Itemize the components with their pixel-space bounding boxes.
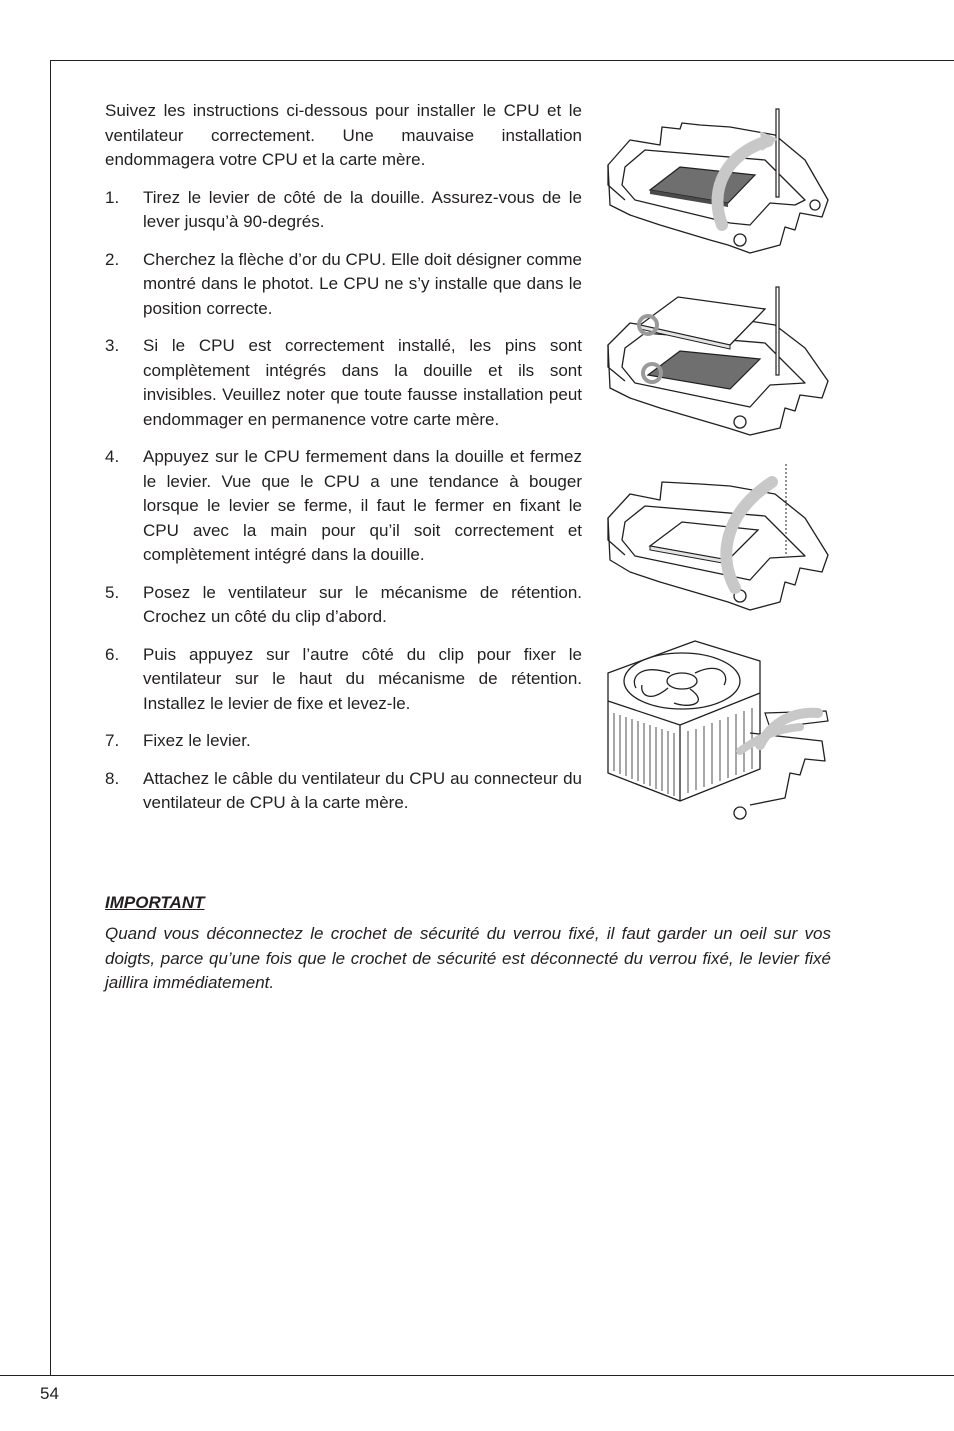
step-number: 5. — [105, 582, 120, 602]
step-number: 1. — [105, 187, 120, 207]
intro-paragraph: Suivez les instructions ci-dessous pour installer le CPU et le ventilateur correctement. Une mauvaise installation endommagera votre CPU et la carte mère. — [105, 101, 582, 169]
figure-cpu-placement — [600, 283, 832, 443]
socket-lever-up-illustration — [600, 105, 832, 265]
step-8 — [105, 767, 582, 816]
step-text: Appuyez sur le CPU fermement dans la douille et fermez le levier. Vue que le CPU a une tendance à bouger lorsque le levier se ferme, il faut le fermer en fixant le CPU avec la main pour qu’il soit correctement et complètement intégré dans la douille. — [143, 447, 582, 564]
step-3 — [105, 334, 582, 432]
step-number: 2. — [105, 249, 120, 269]
step-number: 7. — [105, 731, 120, 750]
figure-cooler-installation — [600, 633, 832, 835]
cpu-placement-illustration — [600, 283, 832, 443]
step-text: Posez le ventilateur sur le mécanisme de rétention. Crochez un côté du clip d’abord. — [143, 582, 582, 626]
cpu-cooler-illustration — [600, 633, 832, 835]
figure-lever-closing — [600, 460, 832, 620]
figure-lever-raised — [600, 105, 832, 265]
step-5 — [105, 581, 582, 630]
step-number: 4. — [105, 447, 120, 466]
step-number: 6. — [105, 644, 120, 664]
socket-lever-close-illustration — [600, 460, 832, 620]
step-text: Cherchez la flèche d’or du CPU. Elle doit désigner comme montré dans le photot. Le CPU ne s’y installe que dans le position correcte. — [143, 249, 582, 318]
instructions-column — [105, 99, 582, 829]
step-4 — [105, 445, 582, 568]
step-text: Si le CPU est correctement installé, les pins sont complètement intégrés dans la douille et ils sont invisibles. Veuillez noter que toute fausse installation peut endommager en permanence votre carte mère. — [143, 336, 582, 429]
steps-list — [105, 186, 582, 816]
important-body: Quand vous déconnectez le crochet de sécurité du verrou fixé, il faut garder un oeil sur vos doigts, parce qu’une fois que le crochet de sécurité est déconnecté du verrou fixé, le levier fixé jaillira immédiatement. — [105, 924, 831, 992]
step-1 — [105, 186, 582, 235]
frame-left-rule — [50, 60, 51, 1375]
step-text: Puis appuyez sur l’autre côté du clip pour fixer le ventilateur sur le haut du mécanisme de rétention. Installez le levier de fixe et levez-le. — [143, 644, 582, 713]
page-number: 54 — [40, 1384, 59, 1403]
step-7 — [105, 729, 582, 754]
step-6 — [105, 643, 582, 717]
important-notice — [105, 893, 831, 996]
step-text: Fixez le levier. — [143, 731, 251, 750]
frame-bottom-rule — [0, 1375, 954, 1376]
step-text: Tirez le levier de côté de la douille. Assurez-vous de le lever jusqu’à 90-degrés. — [143, 187, 582, 231]
frame-top-rule — [50, 60, 954, 61]
important-title: IMPORTANT — [105, 893, 205, 912]
step-number: 3. — [105, 336, 120, 355]
step-2 — [105, 248, 582, 322]
step-number: 8. — [105, 768, 120, 788]
step-text: Attachez le câble du ventilateur du CPU au connecteur du ventilateur de CPU à la carte mère. — [143, 768, 582, 812]
